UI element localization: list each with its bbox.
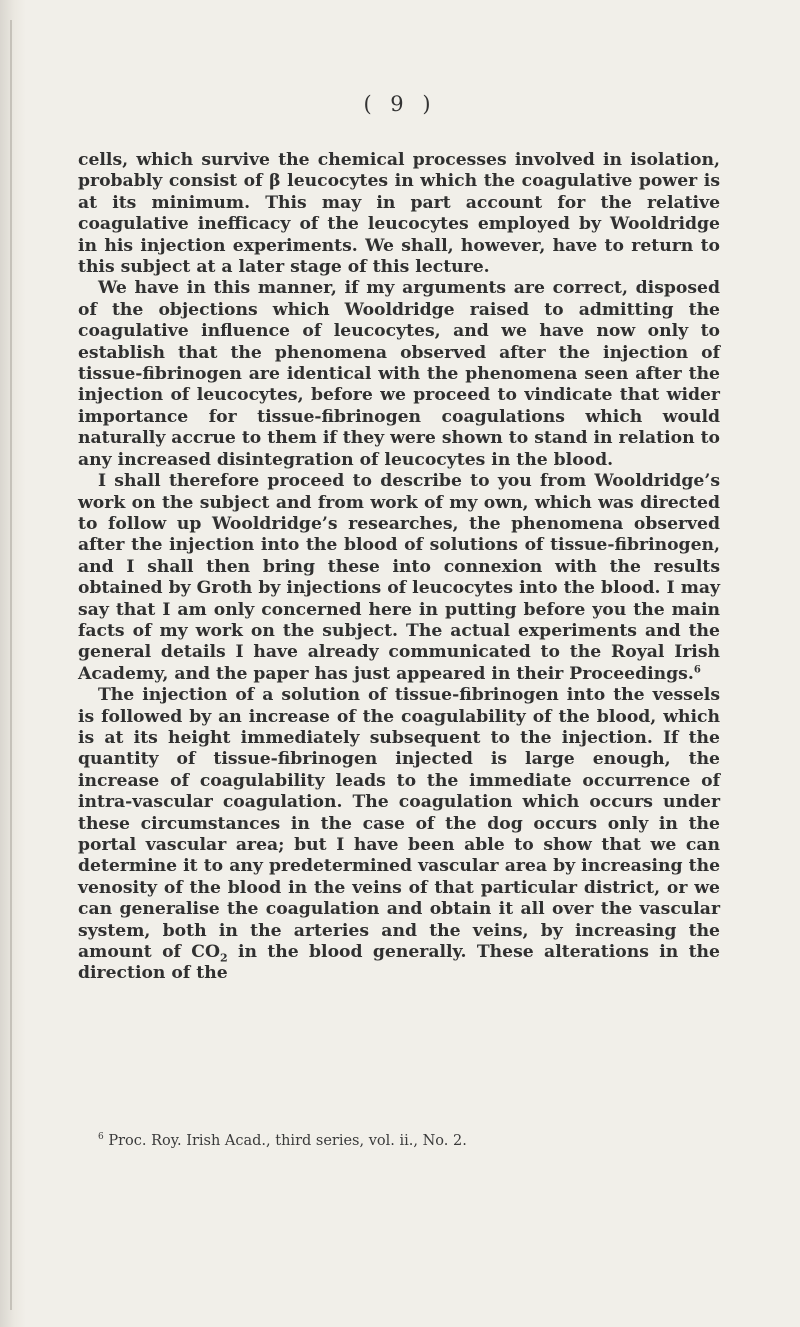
paragraph-3 bbox=[78, 471, 720, 685]
footnote-reference: 6 bbox=[693, 664, 701, 676]
paragraph-4 bbox=[78, 685, 720, 985]
page-number: ( 9 ) bbox=[363, 92, 437, 116]
page-binding-edge bbox=[0, 0, 26, 1327]
footnote-text: Proc. Roy. Irish Acad., third series, vol. ii., No. 2. bbox=[103, 1133, 467, 1149]
paragraph-1-text: cells, which survive the chemical processes involved in isolation, probably consist of β leucocytes in which the coagulative power is at its minimum. This may in part account for the relative coagulative inefficacy of the leucocytes employed by Wooldridge in his injection experiments. We shall, however, have to return to this subject at a later stage of this lecture. bbox=[78, 150, 720, 278]
footnote bbox=[98, 1132, 718, 1150]
paragraph-2-text: We have in this manner, if my arguments are correct, disposed of the objections which Wooldridge raised to admitting the coagulative influence of leucocytes, and we have now only to establish that the phenomena observed after the injection of tissue-fibrinogen are identical with the phenomena seen after the injection of leucocytes, before we proceed to vindicate that wider importance for tissue-fibrinogen coagulations which would naturally accrue to them if they were shown to stand in relation to any increased disintegration of leucocytes in the blood. bbox=[78, 278, 720, 470]
paragraph-4-text-before-subscript: The injection of a solution of tissue-fibrinogen into the vessels is followed by an increase of the coagulability of the blood, which is at its height immediately subsequent to the injection. If the quantity of tissue-fibrinogen injected is large enough, the increase of coagulability leads to the immediate occurrence of intra-vascular coagulation. The coagulation which occurs under these circumstances in the case of the dog occurs only in the portal vascular area; but I have been able to show that we can determine it to any predetermined vascular area by increasing the venosity of the blood in the veins of that particular district, or we can generalise the coagulation and obtain it all over the vascular system, both in the arteries and the veins, by increasing the amount of CO bbox=[78, 685, 720, 963]
paragraph-2 bbox=[78, 278, 720, 471]
paragraph-4-text-after-subscript: in the blood generally. These alterations in the direction of the bbox=[78, 942, 720, 984]
body-text bbox=[78, 150, 720, 985]
footnote-marker: 6 bbox=[98, 1132, 104, 1143]
paragraph-3-text: I shall therefore proceed to describe to you from Wooldridge’s work on the subject and from work of my own, which was directed to follow up Wooldridge’s researches, the phenomena observed after the injection into the blood of solutions of tissue-fibrinogen, and I shall then bring these into connexion with the results obtained by Groth by injections of leucocytes into the blood. I may say that I am only concerned here in putting before you the main facts of my work on the subject. The actual experiments and the general details I have already communicated to the Royal Irish Academy, and the paper has just appeared in their Proceedings. bbox=[78, 471, 720, 684]
co2-subscript: 2 bbox=[219, 951, 228, 965]
paragraph-1 bbox=[78, 150, 720, 278]
binding-shadow-line bbox=[10, 20, 12, 1310]
